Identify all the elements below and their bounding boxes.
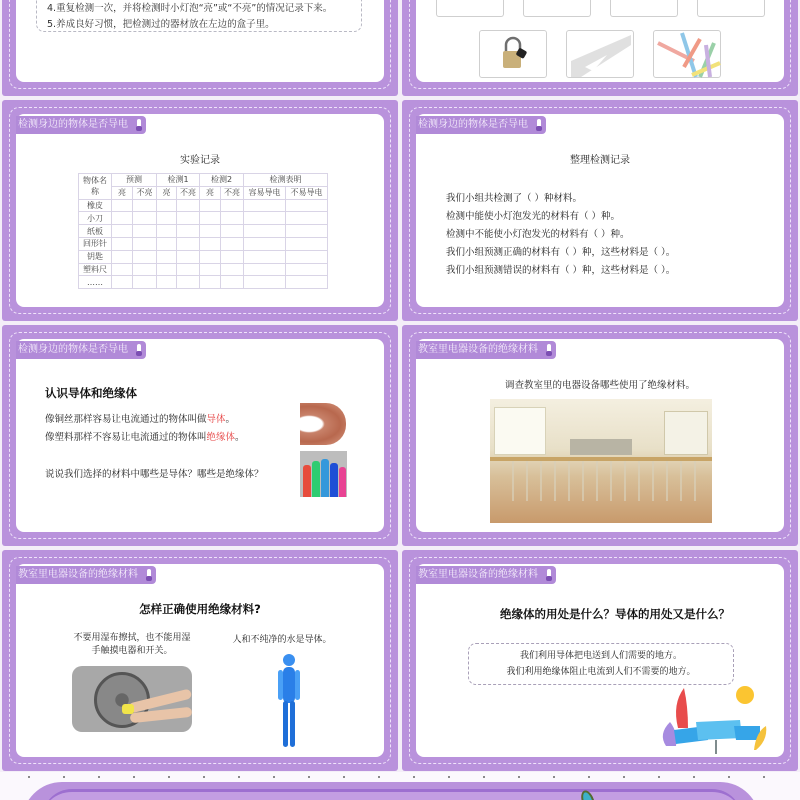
material-image-partial	[610, 0, 678, 17]
table-row	[79, 250, 328, 263]
slide-card	[16, 114, 384, 307]
table-subheader: 亮	[157, 186, 177, 199]
row-label: 橡皮	[79, 199, 112, 212]
slide-thumbnail-8[interactable]	[402, 550, 798, 771]
table-subheader: 亮	[112, 186, 133, 199]
table-row	[79, 263, 328, 276]
copper-wire-image	[300, 403, 346, 445]
section-tag-label: 检测身边的物体是否导电	[18, 344, 128, 355]
slide-card	[416, 0, 784, 82]
section-tag	[16, 116, 146, 134]
record-line: 检测中不能使小灯泡发光的材料有（ ）种。	[446, 229, 630, 240]
definitions	[45, 411, 245, 447]
chalk-image	[653, 30, 721, 78]
table-header-result: 检测表明	[244, 174, 328, 187]
table-header-object: 物体名称	[79, 174, 112, 200]
record-line: 我们小组预测错误的材料有（ ）种，这些材料是（ ）。	[446, 265, 676, 276]
right-caption: 人和不纯净的水是导体。	[232, 635, 332, 645]
slide-card	[416, 564, 784, 757]
text: 。	[235, 432, 245, 443]
answer-line: 我们利用绝缘体阻止电流到人们不需要的地方。	[506, 667, 696, 677]
table-subheader: 不亮	[221, 186, 244, 199]
section-tag	[416, 566, 556, 584]
slide-title: 调查教室里的电器设备哪些使用了绝缘材料。	[504, 380, 695, 391]
slide-title: 怎样正确使用绝缘材料?	[139, 602, 261, 616]
material-image-partial	[436, 0, 504, 17]
text: 像塑料那样不容易让电流通过的物体叫	[45, 432, 207, 443]
record-lines	[446, 190, 675, 280]
section-tag	[416, 116, 546, 134]
fan-wiping-photo	[72, 666, 192, 732]
plastic-ruler-image	[566, 30, 634, 78]
step-4: 4.重复检测一次，并将检测时小灯泡“亮”或“不亮”的情况记录下来。	[47, 3, 333, 14]
slide-title: 整理检测记录	[570, 155, 630, 166]
section-tag	[416, 341, 556, 359]
left-caption	[62, 632, 202, 658]
row-label: ……	[79, 276, 112, 289]
solar-panel-illustration	[656, 668, 776, 757]
section-tag-label: 检测身边的物体是否导电	[18, 119, 128, 130]
material-image-partial	[697, 0, 765, 17]
section-tag-label: 教室里电器设备的绝缘材料	[418, 344, 538, 355]
slide-thumbnail-2[interactable]	[402, 0, 798, 96]
conductor-definition	[45, 411, 245, 429]
slide-card	[416, 114, 784, 307]
section-tag	[16, 341, 146, 359]
table-row	[79, 237, 328, 250]
insulator-highlight: 绝缘体	[206, 432, 236, 443]
slide-thumbnail-4[interactable]	[402, 100, 798, 321]
section-tag-label: 检测身边的物体是否导电	[418, 119, 528, 130]
table-subheader: 容易导电	[244, 186, 286, 199]
answer-line: 我们利用导体把电送到人们需要的地方。	[519, 651, 682, 661]
row-label: 塑料尺	[79, 263, 112, 276]
slide-title: 绝缘体的用处是什么？导体的用处又是什么？	[500, 607, 730, 621]
text: 。	[225, 414, 236, 425]
insulator-definition	[45, 429, 245, 447]
step-5: 5.养成良好习惯，把检测过的器材放在左边的盒子里。	[47, 19, 275, 30]
pin-icon	[547, 344, 551, 355]
pin-icon	[147, 569, 151, 580]
title-banner	[22, 782, 760, 800]
table-subheader: 不亮	[177, 186, 200, 199]
table-row	[79, 276, 328, 289]
pin-icon	[537, 119, 541, 130]
plastic-bottles-image	[300, 451, 347, 497]
slide-thumbnail-7[interactable]	[2, 550, 398, 771]
slide-title: 实验记录	[180, 155, 220, 166]
caption-line: 手触摸电器和开关。	[91, 646, 173, 656]
next-slide-preview[interactable]	[0, 772, 800, 800]
slide-thumbnail-5[interactable]	[2, 325, 398, 546]
pin-icon	[137, 119, 141, 130]
table-row	[79, 199, 328, 212]
record-line: 我们小组预测正确的材料有（ ）种，这些材料是（ ）。	[446, 247, 676, 258]
section-tag-label: 教室里电器设备的绝缘材料	[418, 569, 538, 580]
slide-heading: 认识导体和绝缘体	[45, 386, 137, 400]
table-row	[79, 212, 328, 225]
slide-card	[16, 564, 384, 757]
title-banner-inner	[42, 789, 742, 800]
steps-box	[36, 0, 362, 32]
table-header-test1: 检测1	[157, 174, 200, 187]
question: 说说我们选择的材料中哪些是导体？哪些是绝缘体？	[45, 469, 264, 480]
conductor-highlight: 导体	[206, 414, 226, 425]
classroom-photo	[490, 399, 712, 523]
text: 像铜丝那样容易让电流通过的物体叫做	[45, 414, 207, 425]
slide-card	[416, 339, 784, 532]
material-image-partial	[523, 0, 591, 17]
record-line: 检测中能使小灯泡发光的材料有（ ）种。	[446, 211, 621, 222]
slide-card	[16, 339, 384, 532]
dotted-line	[0, 776, 800, 780]
section-tag-label: 教室里电器设备的绝缘材料	[18, 569, 138, 580]
row-label: 回形针	[79, 237, 112, 250]
table-header-test2: 检测2	[200, 174, 244, 187]
table-header-predict: 预测	[112, 174, 157, 187]
slide-thumbnail-1[interactable]	[2, 0, 398, 96]
slide-card	[16, 0, 384, 82]
experiment-record-table	[78, 173, 328, 289]
section-tag	[16, 566, 156, 584]
table-subheader: 不易导电	[286, 186, 328, 199]
caption-line: 不要用湿布擦拭，也不能用湿	[73, 633, 191, 643]
slide-thumbnail-3[interactable]	[2, 100, 398, 321]
row-label: 钥匙	[79, 250, 112, 263]
table-row	[79, 225, 328, 238]
record-line: 我们小组共检测了（ ）种材料。	[446, 193, 583, 204]
slide-thumbnail-6[interactable]	[402, 325, 798, 546]
human-body-image	[274, 652, 304, 752]
table-subheader: 亮	[200, 186, 221, 199]
lock-image	[479, 30, 547, 78]
pin-icon	[137, 344, 141, 355]
table-subheader: 不亮	[133, 186, 157, 199]
row-label: 小刀	[79, 212, 112, 225]
row-label: 纸板	[79, 225, 112, 238]
pin-icon	[547, 569, 551, 580]
